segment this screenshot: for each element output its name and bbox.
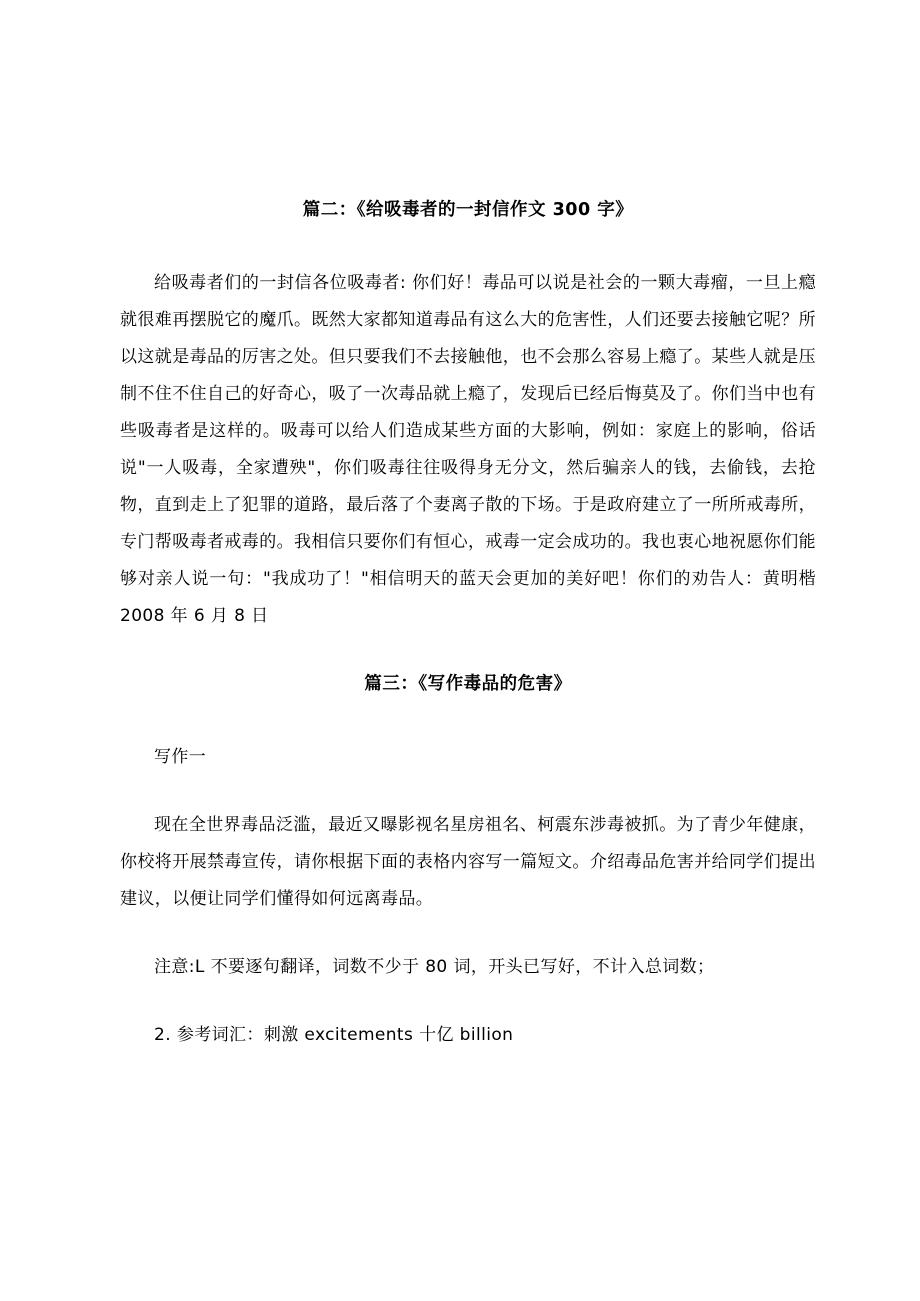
paragraph-letter-to-drug-users: 给吸毒者们的一封信各位吸毒者: 你们好！毒品可以说是社会的一颗大毒瘤，一旦上瘾就很难再摆脱它的魔爪。既然大家都知道毒品有这么大的危害性，人们还要去接触它呢？所以这就是毒品的厉害之处。但只要我们不去接触他，也不会那么容易上瘾了。某些人就是压制不住不住自己的好奇心，吸了一次毒品就上瘾了，发现后已经后悔莫及了。你们当中也有些吸毒者是这样的。吸毒可以给人们造成某些方面的大影响，例如：家庭上的影响，俗话说"一人吸毒，全家遭殃"，你们吸毒往往吸得身无分文，然后骗亲人的钱，去偷钱，去抢物，直到走上了犯罪的道路，最后落了个妻离子散的下场。于是政府建立了一所所戒毒所，专门帮吸毒者戒毒的。我相信只要你们有恒心，戒毒一定会成功的。我也衷心地祝愿你们能够对亲人说一句："我成功了！"相信明天的蓝天会更加的美好吧！你们的劝告人：黄明楷 2008 年 6 月 8 日 [120,273,816,626]
paragraph-writing-task: 现在全世界毒品泛滥，最近又曝影视名星房祖名、柯震东涉毒被抓。为了青少年健康，你校将开展禁毒宣传，请你根据下面的表格内容写一篇短文。介绍毒品危害并给同学们提出建议，以便让同学们懂得如何远离毒品。 [120,815,816,909]
paragraph-note-2: 2. 参考词汇：刺激 excitements 十亿 billion [154,1025,514,1045]
paragraph-writing-label: 写作一 [154,747,207,767]
paragraph-note-1: 注意:L 不要逐句翻译，词数不少于 80 词，开头已写好，不计入总词数； [154,957,715,977]
section-heading-part3: 篇三：《写作毒品的危害》 [364,674,572,694]
section-heading-part2: 篇二：《给吸毒者的一封信作文 300 字》 [302,200,634,220]
